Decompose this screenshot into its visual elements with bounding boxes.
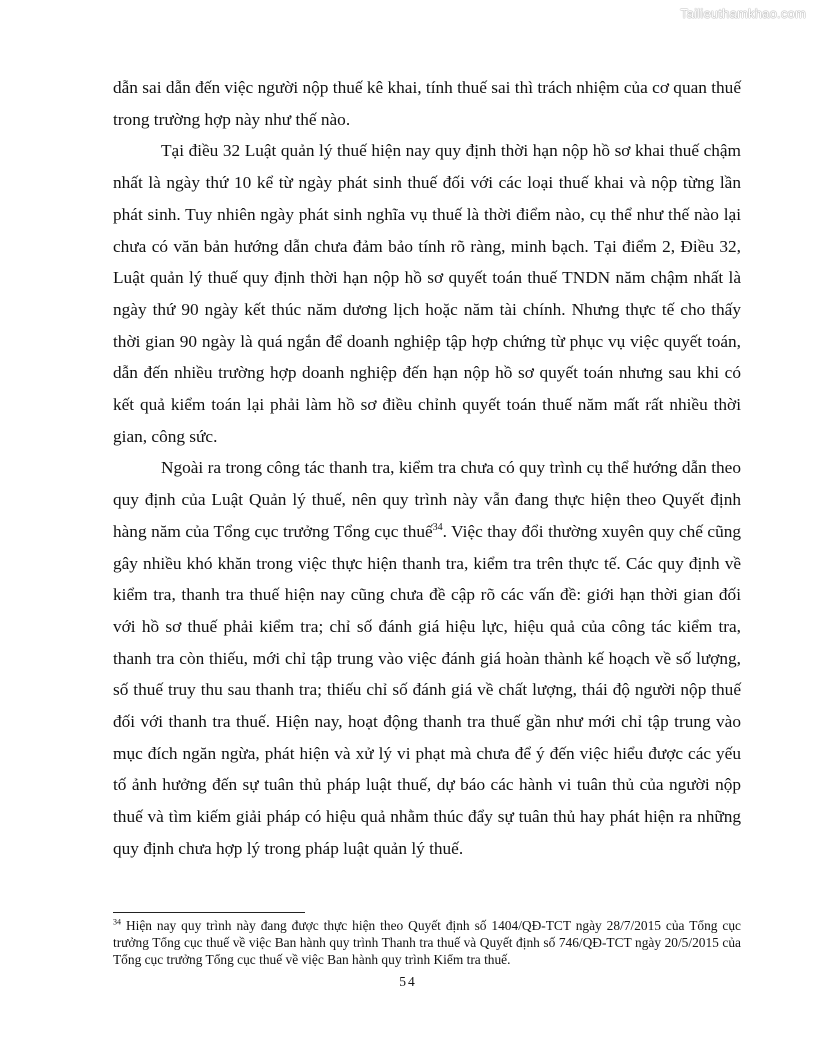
paragraph-3	[113, 452, 741, 864]
paragraph-3-text-after: . Việc thay đổi thường xuyên quy chế cũng gây nhiều khó khăn trong việc thực hiện thanh tra, kiểm tra trên thực tế. Các quy định về kiểm tra, thanh tra thuế hiện nay cũng chưa đề cập rõ các vấn đề: giới hạn thời gian đối với hồ sơ thuế phải kiểm tra; chỉ số đánh giá hiệu lực, hiệu quả của công tác kiểm tra, thanh tra còn thiếu, mới chỉ tập trung vào việc đánh giá hoàn thành kế hoạch về số lượng, số thuế truy thu sau thanh tra; thiếu chỉ số đánh giá về chất lượng, thái độ người nộp thuế đối với thanh tra thuế. Hiện nay, hoạt động thanh tra thuế gần như mới chỉ tập trung vào mục đích ngăn ngừa, phát hiện và xử lý vi phạt mà chưa để ý đến việc hiểu được các yếu tố ảnh hưởng đến sự tuân thủ pháp luật thuế, dự báo các hành vi tuân thủ của người nộp thuế và tìm kiếm giải pháp có hiệu quả nhằm thúc đẩy sự tuân thủ hay phát hiện ra những quy định chưa hợp lý trong pháp luật quản lý thuế.	[113, 521, 741, 858]
paragraph-2: Tại điều 32 Luật quản lý thuế hiện nay quy định thời hạn nộp hồ sơ khai thuế chậm nhất là ngày thứ 10 kể từ ngày phát sinh thuế đối với các loại thuế khai và nộp từng lần phát sinh. Tuy nhiên ngày phát sinh nghĩa vụ thuế là thời điểm nào, cụ thể như thế nào lại chưa có văn bản hướng dẫn chưa đảm bảo tính rõ ràng, minh bạch. Tại điểm 2, Điều 32, Luật quản lý thuế quy định thời hạn nộp hồ sơ quyết toán thuế TNDN năm chậm nhất là ngày thứ 90 ngày kết thúc năm dương lịch hoặc năm tài chính. Nhưng thực tế cho thấy thời gian 90 ngày là quá ngắn để doanh nghiệp tập hợp chứng từ phục vụ việc quyết toán, dẫn đến nhiều trường hợp doanh nghiệp đến hạn nộp hồ sơ quyết toán nhưng sau khi có kết quả kiểm toán lại phải làm hồ sơ điều chỉnh quyết toán thuế năm mất rất nhiều thời gian, công sức.	[113, 141, 741, 446]
paragraph-1: dẫn sai dẫn đến việc người nộp thuế kê khai, tính thuế sai thì trách nhiệm của cơ quan thuế trong trường hợp này như thế nào.	[113, 78, 741, 129]
watermark: Tailieuthamkhao.com	[680, 6, 806, 21]
document-body	[113, 72, 741, 865]
footnote-divider	[113, 912, 305, 913]
footnote-reference[interactable]: 34	[432, 522, 443, 534]
paragraph-3-text-before: Ngoài ra trong công tác thanh tra, kiểm tra chưa có quy trình cụ thể hướng dẫn theo quy định của Luật Quản lý thuế, nên quy trình này vẫn đang thực hiện theo Quyết định hàng năm của Tổng cục trưởng Tổng cục thuế	[113, 458, 741, 541]
footnote	[113, 918, 741, 968]
footnote-number: 34	[113, 917, 121, 927]
footnote-text: Hiện nay quy trình này đang được thực hiện theo Quyết định số 1404/QĐ-TCT ngày 28/7/2015 của Tổng cục trưởng Tổng cục thuế về việc Ban hành quy trình Thanh tra thuế và Quyết định số 746/QĐ-TCT ngày 20/5/2015 của Tổng cục trưởng Tổng cục thuế về việc Ban hành quy trình Kiểm tra thuế.	[113, 918, 741, 967]
page-number: 54	[399, 974, 417, 989]
